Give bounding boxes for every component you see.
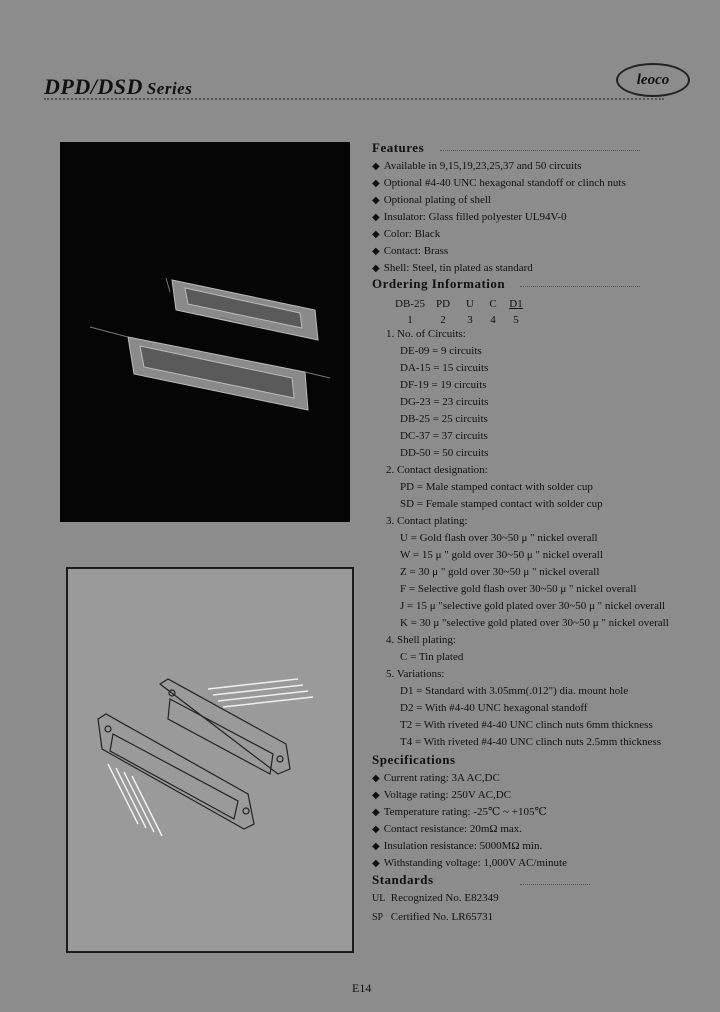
plating-option: Z = 30 μ " gold over 30~50 μ " nickel overall	[400, 566, 600, 578]
brand-logo	[616, 63, 690, 97]
circuit-option: DD-50 = 50 circuits	[400, 447, 489, 459]
code-number: 1	[407, 314, 413, 326]
feature-item: ◆ Available in 9,15,19,23,25,37 and 50 circuits	[372, 158, 626, 175]
code-number: 2	[440, 314, 446, 326]
title-series: Series	[146, 79, 193, 98]
code-number: 3	[467, 314, 473, 326]
variation-option: T4 = With riveted #4-40 UNC clinch nuts 2.5mm thickness	[400, 736, 661, 748]
connector-photo-illustration	[60, 142, 350, 522]
code-part: C	[489, 298, 497, 310]
standard-text: Recognized No. E82349	[390, 892, 499, 904]
feature-item: ◆ Shell: Steel, tin plated as standard	[372, 260, 626, 277]
spec-item: ◆ Current rating: 3A AC,DC	[372, 770, 567, 787]
plating-option: F = Selective gold flash over 30~50 μ " nickel overall	[400, 583, 637, 595]
plating-option: W = 15 μ " gold over 30~50 μ " nickel overall	[400, 549, 603, 561]
ordering-details	[386, 326, 669, 751]
contact-option: SD = Female stamped contact with solder cup	[400, 498, 603, 510]
standards-list	[372, 890, 499, 926]
code-part: DB-25	[395, 298, 425, 310]
variation-option: D1 = Standard with 3.05mm(.012") dia. mount hole	[400, 685, 629, 697]
circuit-option: DE-09 = 9 circuits	[400, 345, 482, 357]
logo-text: leoco	[636, 71, 670, 88]
standard-item	[372, 909, 499, 926]
code-part: U	[466, 298, 474, 310]
circuit-option: DB-25 = 25 circuits	[400, 413, 488, 425]
page-title	[44, 74, 192, 100]
group-title-contact: 2. Contact designation:	[386, 464, 488, 476]
spec-item: ◆ Withstanding voltage: 1,000V AC/minute	[372, 855, 567, 872]
circuit-option: DG-23 = 23 circuits	[400, 396, 489, 408]
feature-item: ◆ Color: Black	[372, 226, 626, 243]
circuit-option: DF-19 = 19 circuits	[400, 379, 487, 391]
feature-item: ◆ Optional #4-40 UNC hexagonal standoff or clinch nuts	[372, 175, 626, 192]
variation-option: T2 = With riveted #4-40 UNC clinch nuts 6mm thickness	[400, 719, 653, 731]
circuit-option: DA-15 = 15 circuits	[400, 362, 489, 374]
feature-item: ◆ Optional plating of shell	[372, 192, 626, 209]
feature-item: ◆ Contact: Brass	[372, 243, 626, 260]
contact-option: PD = Male stamped contact with solder cup	[400, 481, 593, 493]
title-text: DPD/DSD	[44, 74, 143, 99]
standard-item	[372, 890, 499, 907]
product-photo-dark	[60, 142, 350, 522]
connector-drawing-illustration	[68, 569, 352, 951]
group-title-circuits: 1. No. of Circuits:	[386, 328, 466, 340]
feature-item: ◆ Insulator: Glass filled polyester UL94V-0	[372, 209, 626, 226]
group-title-plating: 3. Contact plating:	[386, 515, 468, 527]
standard-text: Certified No. LR65731	[390, 911, 494, 923]
csa-icon: SP	[372, 912, 384, 923]
code-part: D1	[509, 298, 523, 310]
header-divider	[44, 98, 664, 100]
features-list	[372, 158, 626, 277]
plating-option: K = 30 μ "selective gold plated over 30~50 μ " nickel overall	[400, 617, 669, 629]
standards-divider	[520, 884, 590, 885]
plating-option: U = Gold flash over 30~50 μ " nickel overall	[400, 532, 598, 544]
spec-item: ◆ Insulation resistance: 5000MΩ min.	[372, 838, 567, 855]
code-number: 4	[490, 314, 496, 326]
product-drawing-frame	[66, 567, 354, 953]
spec-item: ◆ Temperature rating: -25℃ ~ +105℃	[372, 804, 567, 821]
group-title-shell: 4. Shell plating:	[386, 634, 456, 646]
spec-item: ◆ Voltage rating: 250V AC,DC	[372, 787, 567, 804]
specifications-heading: Specifications	[372, 752, 456, 767]
ordering-heading: Ordering Information	[372, 276, 506, 291]
shell-option: C = Tin plated	[400, 651, 464, 663]
code-number: 5	[513, 314, 519, 326]
spec-item: ◆ Contact resistance: 20mΩ max.	[372, 821, 567, 838]
features-divider	[440, 150, 640, 151]
circuit-option: DC-37 = 37 circuits	[400, 430, 488, 442]
ordering-divider	[520, 286, 640, 287]
standards-heading: Standards	[372, 872, 434, 887]
features-heading: Features	[372, 140, 425, 155]
specifications-list	[372, 770, 567, 872]
code-part: PD	[435, 298, 451, 310]
page-number: E14	[352, 981, 372, 995]
ul-icon: UL	[372, 893, 386, 904]
plating-option: J = 15 μ "selective gold plated over 30~50 μ " nickel overall	[400, 600, 666, 612]
variation-option: D2 = With #4-40 UNC hexagonal standoff	[400, 702, 588, 714]
group-title-variations: 5. Variations:	[386, 668, 445, 680]
